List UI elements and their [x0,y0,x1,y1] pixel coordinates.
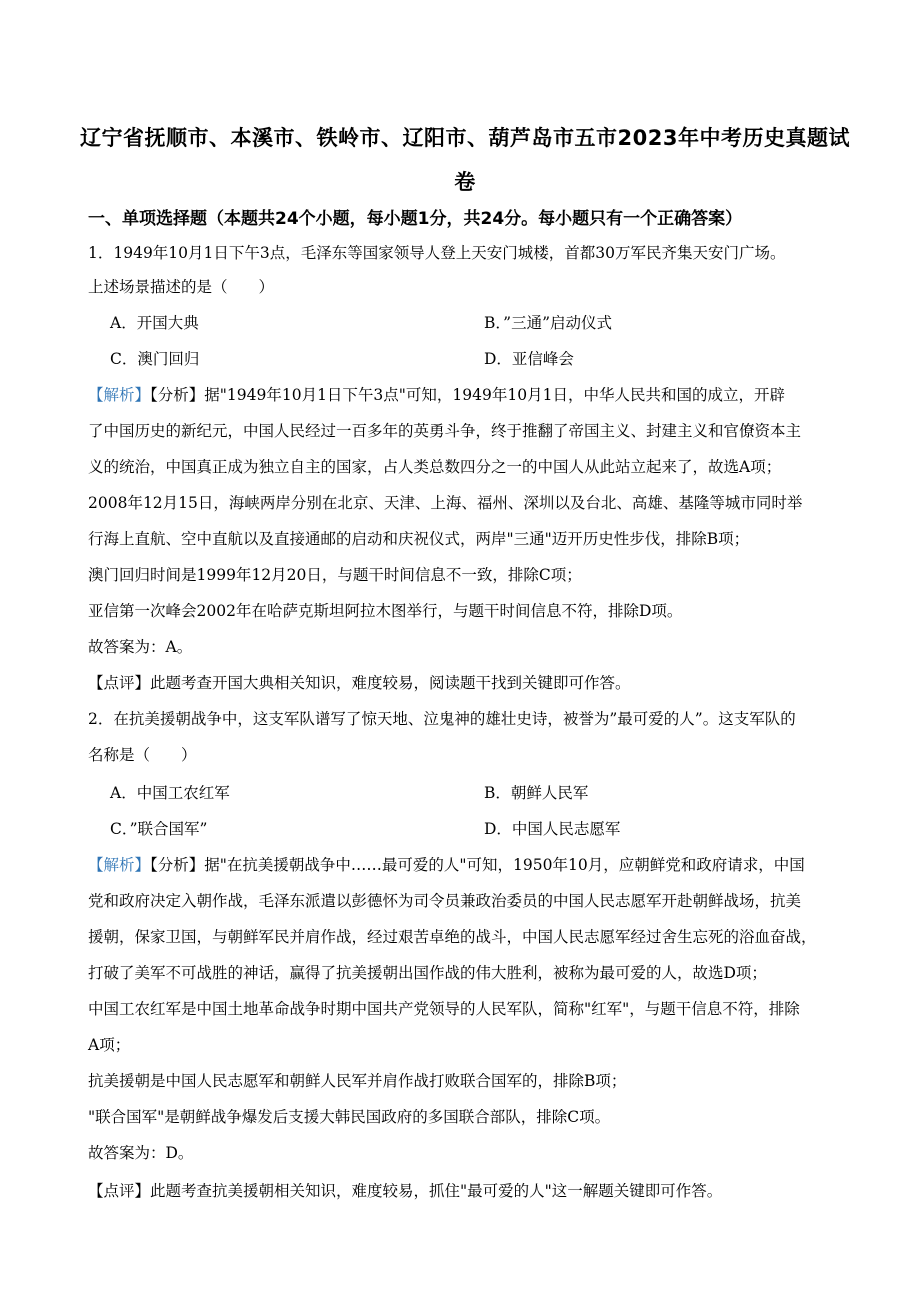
q1-analysis-line-2: 了中国历史的新纪元，中国人民经过一百多年的英勇斗争，终于推翻了帝国主义、封建主义和官僚资本主 [88,422,802,440]
q2-option-d: D．中国人民志愿军 [484,820,621,838]
q2-analysis-line-3: 援朝，保家卫国，与朝鲜军民并肩作战，经过艰苦卓绝的战斗，中国人民志愿军经过舍生忘死的浴血奋战， [88,928,817,946]
q1-analysis-text-1: 【分析】据"1949年10月1日下午3点"可知，1949年10月1日，中华人民共和国的成立，开辟 [150,386,785,404]
q2-option-a: A．中国工农红军 [110,784,230,802]
q1-stem-line-2: 上述场景描述的是（ ） [88,278,275,296]
q1-answer: 故答案为：A。 [88,638,193,656]
q2-stem-line-2: 名称是（ ） [88,746,197,764]
q1-option-b: B．”三通”启动仪式 [484,314,612,332]
page-title [60,116,870,204]
title-line-1: 辽宁省抚顺市、本溪市、铁岭市、辽阳市、葫芦岛市五市2023年中考历史真题试 [80,126,850,150]
analysis-tag: 【解析】 [88,386,151,404]
q2-option-c: C．”联合国军” [110,820,208,838]
q2-analysis-line-4: 打破了美军不可战胜的神话，赢得了抗美援朝出国作战的伟大胜利，被称为最可爱的人，故选D项； [88,964,767,982]
q1-stem-line-1: 1．1949年10月1日下午3点，毛泽东等国家领导人登上天安门城楼，首都30万军民齐集天安门广场。 [88,244,786,262]
q1-analysis-line-6: 澳门回归时间是1999年12月20日，与题干时间信息不一致，排除C项； [88,566,582,584]
q1-analysis-line-4: 2008年12月15日，海峡两岸分别在北京、天津、上海、福州、深圳以及台北、高雄、基隆等城市同时举 [88,494,803,512]
q1-option-c: C．澳门回归 [110,350,200,368]
analysis-tag: 【解析】 [88,856,151,874]
section-heading: 一、单项选择题（本题共24个小题，每小题1分，共24分。每小题只有一个正确答案） [88,209,743,229]
q2-analysis-line-6: A项； [88,1036,131,1054]
q1-option-d: D．亚信峰会 [484,350,574,368]
q2-answer: 故答案为：D。 [88,1144,194,1162]
q2-analysis-line-2: 党和政府决定入朝作战，毛泽东派遣以彭德怀为司令员兼政治委员的中国人民志愿军开赴朝鲜战场，抗美 [88,892,802,910]
q2-analysis-line-7: 抗美援朝是中国人民志愿军和朝鲜人民军并肩作战打败联合国军的，排除B项； [88,1072,627,1090]
q2-analysis-line-8: "联合国军"是朝鲜战争爆发后支援大韩民国政府的多国联合部队，排除C项。 [88,1108,611,1126]
q1-analysis-line-3: 义的统治，中国真正成为独立自主的国家，占人类总数四分之一的中国人从此站立起来了，故选A项； [88,458,782,476]
q2-analysis-text-1: 【分析】据"在抗美援朝战争中……最可爱的人"可知，1950年10月，应朝鲜党和政府请求，中国 [150,856,805,874]
q1-analysis-line-1 [88,380,878,410]
q2-stem-line-1: 2．在抗美援朝战争中，这支军队谱写了惊天地、泣鬼神的雄壮史诗，被誉为”最可爱的人”。这支军队的 [88,710,796,728]
q2-option-b: B．朝鲜人民军 [484,784,589,802]
q1-comment: 【点评】此题考查开国大典相关知识，难度较易，阅读题干找到关键即可作答。 [88,674,631,692]
q1-option-a: A．开国大典 [110,314,199,332]
q2-comment: 【点评】此题考查抗美援朝相关知识，难度较易，抓住"最可爱的人"这一解题关键即可作答。 [88,1182,723,1200]
q2-analysis-line-1 [88,850,878,880]
q2-analysis-line-5: 中国工农红军是中国土地革命战争时期中国共产党领导的人民军队，简称"红军"，与题干信息不符，排除 [88,1000,800,1018]
q1-analysis-line-7: 亚信第一次峰会2002年在哈萨克斯坦阿拉木图举行，与题干时间信息不符，排除D项。 [88,602,683,620]
title-line-2: 卷 [454,170,476,194]
q1-analysis-line-5: 行海上直航、空中直航以及直接通邮的启动和庆祝仪式，两岸"三通"迈开历史性步伐，排除B项； [88,530,750,548]
